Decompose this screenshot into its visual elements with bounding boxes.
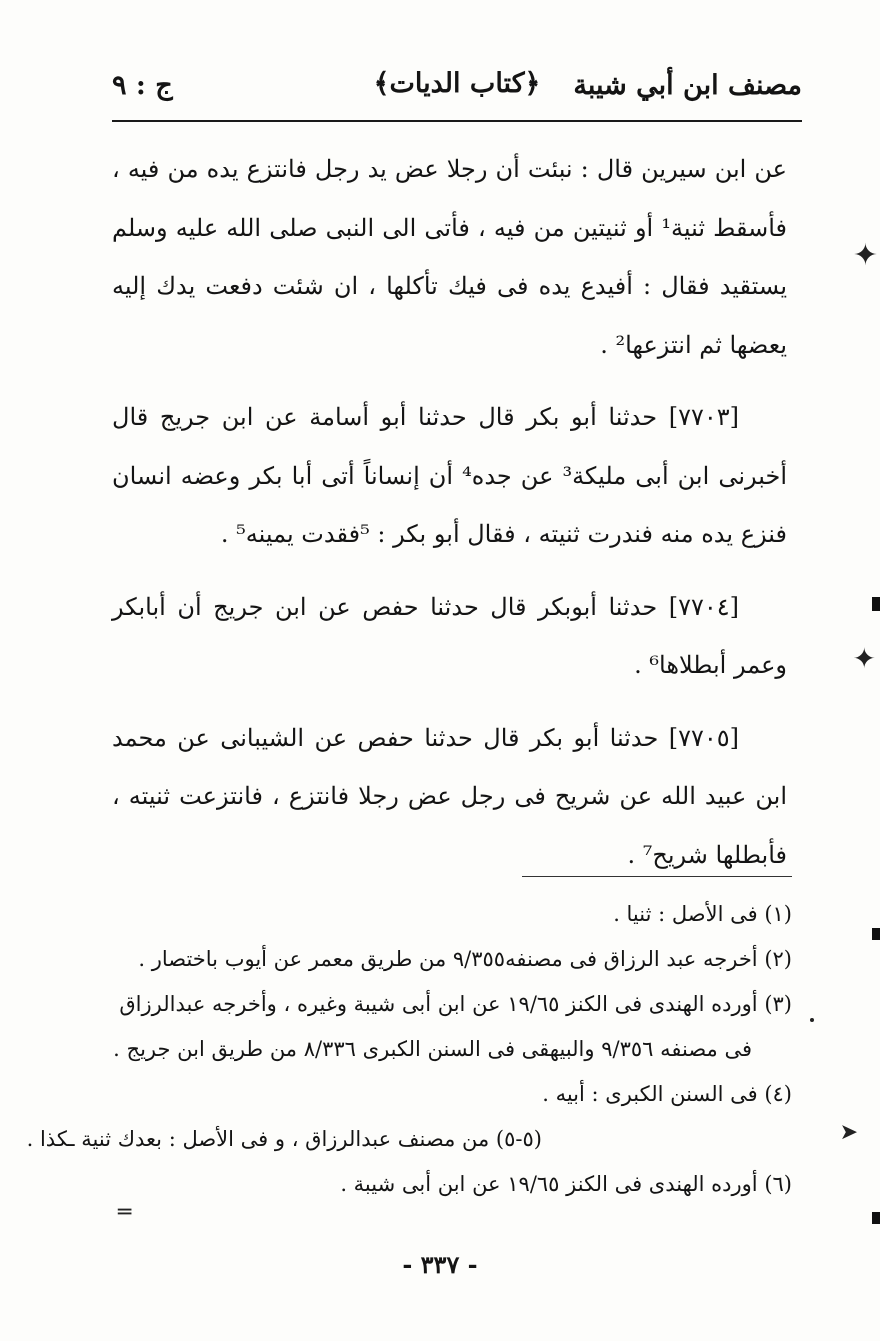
hadith-7705: [٧٧٠٥] حدثنا أبو بكر قال حدثنا حفص عن الشيبانى عن محمد ابن عبيد الله عن شريح فى رجل عض رجلا فانتزع ، فانتزعت ثنيته ، فأبطلها شريح⁷ .: [112, 723, 787, 869]
margin-mark-star: ✦: [852, 642, 876, 675]
margin-mark-dot: [810, 1018, 814, 1022]
margin-mark-dash: [872, 928, 880, 940]
page-number: - ٣٣٧ -: [402, 1250, 478, 1279]
main-text: [112, 140, 787, 884]
header-rule: [112, 120, 802, 122]
footnote-6: (٦) أورده الهندى فى الكنز ١٩/٦٥ عن ابن أبى شيبة .: [340, 1172, 792, 1196]
margin-mark-star: ✦: [852, 238, 878, 273]
hadith-7704: [٧٧٠٤] حدثنا أبوبكر قال حدثنا حفص عن ابن جريج أن أبابكر وعمر أبطلاها⁶ .: [112, 592, 787, 679]
hadith-7703: [٧٧٠٣] حدثنا أبو بكر قال حدثنا أبو أسامة عن ابن جريج قال أخبرنى ابن أبى مليكة³ عن جده⁴ أن إنساناً أتى أبا بكر وعضه انسان فنزع يده منه فندرت ثنيته ، فقال أبو بكر : ⁵فقدت يمينه⁵ .: [112, 403, 787, 548]
section-title: ﴿كتاب الديات﴾: [373, 68, 541, 99]
volume-label: ج : ٩: [112, 70, 173, 101]
footnote-5: (٥-٥) من مصنف عبدالرزاق ، و فى الأصل : بعدك ثنية ـكذا .: [26, 1127, 542, 1151]
margin-mark-dash: [872, 1212, 880, 1224]
margin-mark-equals: ═: [118, 1200, 132, 1225]
footnote-2: (٢) أخرجه عبد الرزاق فى مصنفه٩/٣٥٥ من طريق معمر عن أيوب باختصار .: [138, 947, 792, 971]
margin-mark-dash: [872, 597, 880, 611]
footnotes: [26, 892, 792, 1207]
footnote-3-continuation: فى مصنفه ٩/٣٥٦ والبيهقى فى السنن الكبرى ٨/٣٣٦ من طريق ابن جريج .: [113, 1037, 752, 1061]
margin-mark-tick: ➤: [839, 1120, 858, 1145]
footnote-1: (١) فى الأصل : ثنيا .: [613, 902, 792, 926]
book-title: مصنف ابن أبي شيبة: [573, 70, 802, 101]
paragraph-continuation: عن ابن سيرين قال : نبئت أن رجلا عض يد رجل فانتزع يده من فيه ، فأسقط ثنية¹ أو ثنيتين من فيه ، فأتى الى النبى صلى الله عليه وسلم يستقيد فقال : أفيدع يده فى فيك تأكلها ، ان شئت دفعت يدك إليه يعضها ثم انتزعها² .: [112, 155, 787, 359]
footnote-rule: [522, 876, 792, 877]
running-header: [112, 64, 802, 114]
footnote-3: (٣) أورده الهندى فى الكنز ١٩/٦٥ عن ابن أبى شيبة وغيره ، وأخرجه عبدالرزاق: [119, 992, 792, 1016]
footnote-4: (٤) فى السنن الكبرى : أبيه .: [542, 1082, 792, 1106]
